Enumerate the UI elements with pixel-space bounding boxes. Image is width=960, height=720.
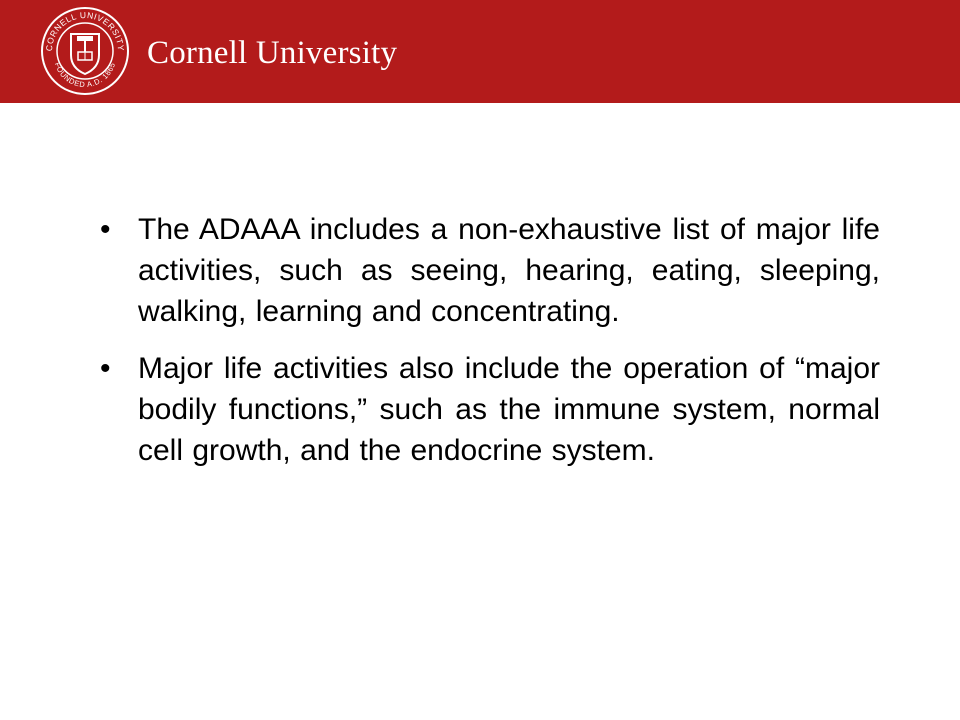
bullet-list [100, 209, 880, 471]
university-wordmark: Cornell University [147, 35, 398, 71]
seal-ring-text-bottom: FOUNDED A.D. 1865 [52, 61, 118, 90]
seal-ring-text-top: CORNELL UNIVERSITY [43, 9, 127, 52]
seal-shield-icon [71, 34, 99, 74]
bullet-item-bodily-functions [100, 348, 880, 471]
bullet-marker: • [100, 352, 111, 385]
bullet-text: The ADAAA includes a non-exhaustive list of major life activities, such as seeing, hearing, eating, sleeping, walking, learning and concentrating. [138, 213, 880, 328]
header-bar [0, 0, 960, 103]
bullet-item-adaaa-list [100, 209, 880, 332]
cornell-seal-logo [40, 6, 130, 96]
svg-text:FOUNDED A.D. 1865 [53, 61, 117, 89]
bullet-marker: • [100, 213, 111, 246]
bullet-text: Major life activities also include the operation of “major bodily functions,” such as the immune system, normal cell growth, and the endocrine system. [138, 352, 880, 467]
